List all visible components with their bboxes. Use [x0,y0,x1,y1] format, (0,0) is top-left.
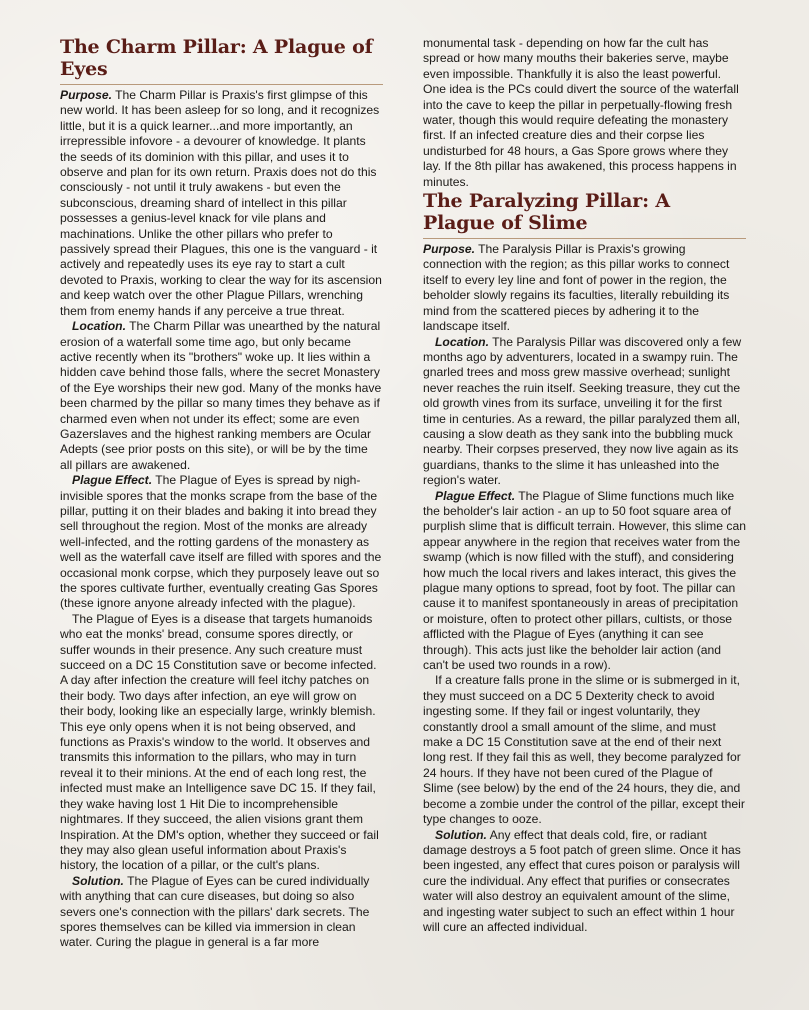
charm-solution-text: The Plague of Eyes can be cured individually with anything that can cure diseases, but doing so also severs one's connection with the pillars' dark secrets. The spores themselves can be killed via immersion in clean water. Curing the plague in general is a far more [60,873,370,950]
charm-location-text: The Charm Pillar was unearthed by the natural erosion of a waterfall some time ago, but only became active recently when its "brothers" woke up. It lies within a hidden cave behind those falls, where the secret Monastery of the Eye worships their new god. Many of the monks have been charmed by the pillar so many times they behave as if charmed even when not under its effect; some are even Gazerslaves and the highest ranking members are Ocular Adepts (see prior posts on this site), or will be by the time all pillars are awakened. [60,319,382,472]
charm-purpose-text: The Charm Pillar is Praxis's first glimpse of this new world. It has been asleep for so long, and it recognizes little, but it is a quick learner...and more importantly, an irrepressible infovore - a devourer of knowledge. It plants the seeds of its dominion with this pillar, and uses it to observe and plan for its own return. Praxis does not do this consciously - not until it truly awakens - but even the subconscious, dreaming shard of intellect in this pillar possesses a genius-level knack for vile plans and machinations. Unlike the other pillars who prefer to passively spread their Plagues, this one is the vanguard - it actively and repeatedly uses its eye ray to start a cult devoted to Praxis, working to clear the way for its ascension and keep watch over the other Plague Pillars, wrenching them from enemy hands if any perceive a true threat. [60,88,382,318]
charm-plague-effect-text: The Plague of Eyes is spread by nigh-invisible spores that the monks scrape from the base of the pillar, putting it on their blades and baking it into bread they sell throughout the region. Most of the monks are already well-infected, and the rotting gardens of the monastery as well as the waterfall cave itself are filled with spores and the occasional monk corpse, which they purposely leave out so the spores cultivate further, eventually creating Gas Spores (these ignore anyone already infected with the plague). [60,473,382,611]
paralyzing-prone-paragraph: If a creature falls prone in the slime or is submerged in it, they must succeed on a DC 5 Dexterity check to avoid ingesting some. If they fail or ingest voluntarily, they constantly drool a small amount of the slime, and must make a DC 15 Constitution save at the end of their next long rest. If they fail this as well, they become paralyzed for 24 hours. If they have not been cured of the Plague of Slime (see below) by the end of the 24 hours, they die, and become a zombie under the control of the pillar, except their type changes to ooze. [423,673,745,827]
paralyzing-solution-text: Any effect that deals cold, fire, or radiant damage destroys a 5 foot patch of green slime. Once it has been ingested, any effect that cures poison or paralysis will cure the individual. Any effect that purifies or consecrates water will also destroy an equivalent amount of the slime, and ingesting water subject to such an effect within 1 hour will cure an affected individual. [423,827,741,934]
paralyzing-purpose-text: The Paralysis Pillar is Praxis's growing connection with the region; as this pillar works to connect itself to every ley line and font of power in the region, the beholder slowly regains its faculties, literally rebuilding its mind from the scattered pieces by adhering it to the landscape itself. [423,242,730,334]
paralyzing-location-text: The Paralysis Pillar was discovered only a few months ago by adventurers, located in a swampy ruin. The gnarled trees and moss grew massive overhead; sunlight never reaches the ruin itself. Seeking treasure, they cut the old growth vines from its surface, unveiling it for the first time in centuries. As a reward, the pillar paralyzed them all, causing a slow death as they sank into the bubbling muck nearby. Their corpses preserved, they now live again as its guardians, thanks to the slime it has unleashed into the region's water. [423,334,742,488]
charm-solution-paragraph [60,874,383,951]
left-column [60,36,383,951]
charm-purpose-label: Purpose. [60,88,112,102]
paralyzing-location-paragraph [423,335,746,489]
paralyzing-plague-effect-label: Plague Effect. [435,488,516,503]
charm-location-paragraph [60,319,383,473]
paralyzing-purpose-paragraph [423,242,746,334]
paralyzing-plague-effect-paragraph [423,489,746,674]
charm-plague-effect-paragraph [60,473,383,612]
paralyzing-pillar-heading: The Paralyzing Pillar: A Plague of Slime [423,190,746,239]
charm-pillar-heading: The Charm Pillar: A Plague of Eyes [60,36,383,85]
paralyzing-solution-paragraph [423,828,746,936]
charm-plague-effect-label: Plague Effect. [72,473,153,488]
charm-purpose-paragraph [60,88,383,319]
paralyzing-purpose-label: Purpose. [423,242,475,257]
charm-disease-paragraph: The Plague of Eyes is a disease that targets humanoids who eat the monks' bread, consume spores directly, or suffer wounds in their presence. Any such creature must succeed on a DC 15 Constitution save or become infected. A day after infection the creature will feel itchy patches on their body. Two days after infection, an eye will grow on their body, looking like an especially large, wrinkly blemish. This eye only opens when it is not being observed, and functions as Praxis's window to the world. It observes and transmits this information to the pillars, who may in turn reveal it to their minions. At the end of each long rest, the infected must make an Intelligence save DC 15. If they fail, they wake having lost 1 Hit Die to incomprehensible nightmares. If they succeed, the alien visions grant them Inspiration. At the DM's option, whether they succeed or fail they may also glean useful information about Praxis's history, the location of a pillar, or the cult's plans. [60,611,379,873]
paralyzing-plague-effect-text: The Plague of Slime functions much like the beholder's lair action - an up to 50 foot square area of purplish slime that is difficult terrain. However, this slime can appear anywhere in the region that receives water from the swamp (which is now filled with the stuff), and considering how much the local rivers and lakes interact, this gives the plague many options to spread, foot by foot. The pillar can cause it to manifest spontaneously in areas of precipitation or moisture, often to protect other pillars, cultists, or those afflicted with the Plague of Eyes (anything it can see through). This acts just like the beholder lair action (and can't be used two rounds in a row). [423,488,746,673]
paralyzing-location-label: Location. [435,334,489,349]
charm-solution-label: Solution. [72,873,124,888]
charm-continued-paragraph: monumental task - depending on how far the cult has spread or how many mouths their bakeries serve, maybe even impossible. Thankfully it is also the least powerful. One idea is the PCs could divert the source of the waterfall into the cave to keep the pillar in perpetually-flowing fresh water, though this would require defeating the monastery first. If an infected creature dies and their corpse lies undisturbed for 48 hours, a Gas Spore grows where they lay. If the 8th pillar has awakened, this process happens in minutes. [423,36,739,189]
charm-location-label: Location. [72,319,126,334]
right-column [423,36,746,935]
paralyzing-solution-label: Solution. [435,827,487,842]
